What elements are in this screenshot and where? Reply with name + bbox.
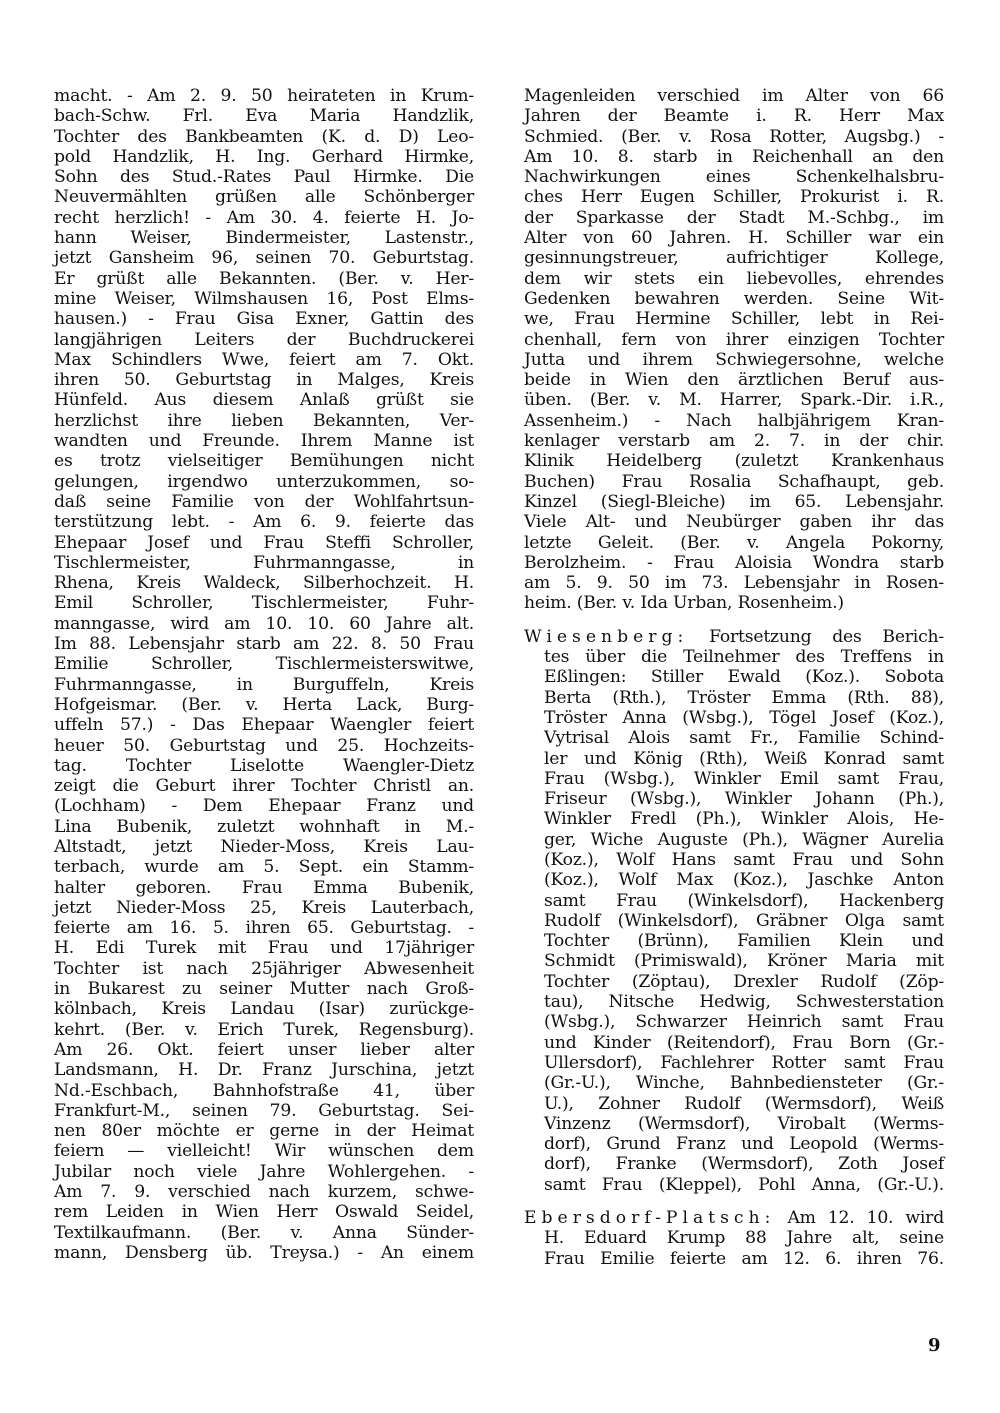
text-line: (Koz.), Wolf Hans samt Frau und Sohn [544, 849, 944, 870]
text-line: langjährigen Leiters der Buchdruckerei [54, 329, 474, 350]
text-line: Eßlingen: Stiller Ewald (Koz.). Sobota [544, 667, 944, 688]
text-line: Hofgeismar. (Ber. v. Herta Lack, Burg- [54, 694, 474, 715]
text-line: beide in Wien den ärztlichen Beruf aus- [524, 370, 944, 391]
text-line: kenlager verstarb am 2. 7. in der chir. [524, 431, 944, 452]
text-line: H. Edi Turek mit Frau und 17jähriger [54, 938, 474, 959]
text-line: (Lochham) - Dem Ehepaar Franz und [54, 796, 474, 817]
wiesenberg-paragraph [524, 627, 944, 1195]
text-line: Assenheim.) - Nach halbjährigem Kran- [524, 410, 944, 431]
text-line: manngasse, wird am 10. 10. 60 Jahre alt. [54, 613, 474, 634]
text-line: dorf), Grund Franz und Leopold (Werms- [544, 1134, 944, 1155]
ebersdorf-first-text: Am 12. 10. wird [787, 1208, 944, 1229]
text-line: Max Schindlers Wwe, feiert am 7. Okt. [54, 349, 474, 370]
text-line: Textilkaufmann. (Ber. v. Anna Sünder- [54, 1222, 474, 1243]
text-line: kehrt. (Ber. v. Erich Turek, Regensburg). [54, 1019, 474, 1040]
text-line: Nachwirkungen eines Schenkelhalsbru- [524, 167, 944, 188]
text-line: macht. - Am 2. 9. 50 heirateten in Krum- [54, 86, 474, 106]
text-line: feiern — vielleicht! Wir wünschen dem [54, 1141, 474, 1162]
text-line: Magenleiden verschied im Alter von 66 [524, 86, 944, 106]
text-line: Alter von 60 Jahren. H. Schiller war ein [524, 228, 944, 249]
text-line: halter geboren. Frau Emma Bubenik, [54, 877, 474, 898]
text-line: Jubilar noch viele Jahre Wohlergehen. - [54, 1161, 474, 1182]
text-line: Schmied. (Ber. v. Rosa Rotter, Augsbg.) - [524, 126, 944, 147]
text-line: Schmidt (Primiswald), Kröner Maria mit [544, 951, 944, 972]
text-line: Im 88. Lebensjahr starb am 22. 8. 50 Frau [54, 634, 474, 655]
wiesenberg-lines [524, 647, 944, 1195]
text-line: Frau (Wsbg.), Winkler Emil samt Frau, [544, 768, 944, 789]
text-line: tes über die Teilnehmer des Treffens in [544, 647, 944, 668]
text-line: dem wir stets ein liebevolles, ehrendes [524, 268, 944, 289]
text-line: Jutta und ihrem Schwiegersohne, welche [524, 349, 944, 370]
text-line: feierte am 16. 5. ihren 65. Geburtstag. - [54, 918, 474, 939]
text-line: rem Leiden in Wien Herr Oswald Seidel, [54, 1202, 474, 1223]
text-line: heuer 50. Geburtstag und 25. Hochzeits- [54, 735, 474, 756]
text-line: Ehepaar Josef und Frau Steffi Schroller, [54, 532, 474, 553]
text-line: wandten und Freunde. Ihrem Manne ist [54, 431, 474, 452]
text-line: Sohn des Stud.-Rates Paul Hirmke. Die [54, 167, 474, 188]
text-line: (Wsbg.), Schwarzer Heinrich samt Frau [544, 1012, 944, 1033]
text-line: in Bukarest zu seiner Mutter nach Groß- [54, 979, 474, 1000]
text-line: Hünfeld. Aus diesem Anlaß grüßt sie [54, 390, 474, 411]
wiesenberg-first-line [524, 627, 944, 647]
text-line: Nd.-Eschbach, Bahnhofstraße 41, über [54, 1080, 474, 1101]
text-line: Rudolf (Winkelsdorf), Gräbner Olga samt [544, 910, 944, 931]
text-line: Vinzenz (Wermsdorf), Virobalt (Werms- [544, 1113, 944, 1134]
text-line: Am 26. Okt. feiert unser lieber alter [54, 1039, 474, 1060]
text-line: Lina Bubenik, zuletzt wohnhaft in M.- [54, 816, 474, 837]
text-line: Kinzel (Siegl-Bleiche) im 65. Lebensjahr. [524, 491, 944, 512]
text-line: Tischlermeister, Fuhrmanngasse, in [54, 552, 474, 573]
text-line: Tochter des Bankbeamten (K. d. D) Leo- [54, 126, 474, 147]
text-line: H. Eduard Krump 88 Jahre alt, seine [544, 1228, 944, 1249]
text-line: dorf), Franke (Wermsdorf), Zoth Josef [544, 1154, 944, 1175]
text-line: Ullersdorf), Fachlehrer Rotter samt Frau [544, 1052, 944, 1073]
text-line: ler und König (Rth), Weiß Konrad samt [544, 748, 944, 769]
text-line: U.), Zohner Rudolf (Wermsdorf), Weiß [544, 1093, 944, 1114]
text-line: terstützung lebt. - Am 6. 9. feierte das [54, 512, 474, 533]
ebersdorf-heading: Ebersdorf-Platsch: [524, 1208, 776, 1229]
ebersdorf-paragraph [524, 1208, 944, 1269]
text-line: Rhena, Kreis Waldeck, Silberhochzeit. H. [54, 573, 474, 594]
text-line: nen 80er möchte er gerne in der Heimat [54, 1121, 474, 1142]
wiesenberg-heading: Wiesenberg: [524, 626, 689, 647]
text-line: ches Herr Eugen Schiller, Prokurist i. R. [524, 187, 944, 208]
text-line: Er grüßt alle Bekannten. (Ber. v. Her- [54, 268, 474, 289]
text-line: Am 10. 8. starb in Reichenhall an den [524, 146, 944, 167]
text-line: Winkler Fredl (Ph.), Winkler Alois, He- [544, 809, 944, 830]
ebersdorf-lines [524, 1228, 944, 1269]
text-line: und Kinder (Reitendorf), Frau Born (Gr.- [544, 1032, 944, 1053]
text-line: es trotz vielseitiger Bemühungen nicht [54, 451, 474, 472]
text-line: we, Frau Hermine Schiller, lebt in Rei- [524, 309, 944, 330]
ebersdorf-first-line [524, 1208, 944, 1228]
text-line: ger, Wiche Auguste (Ph.), Wägner Aurelia [544, 829, 944, 850]
text-line: tau), Nitsche Hedwig, Schwesterstation [544, 992, 944, 1013]
text-line: Buchen) Frau Rosalia Schafhaupt, geb. [524, 471, 944, 492]
text-line: pold Handzlik, H. Ing. Gerhard Hirmke, [54, 146, 474, 167]
text-line: Berolzheim. - Frau Aloisia Wondra starb [524, 552, 944, 573]
right-column [524, 86, 944, 1282]
wiesenberg-first-text: Fortsetzung des Berich- [709, 626, 945, 647]
text-line: Fuhrmanngasse, in Burguffeln, Kreis [54, 674, 474, 695]
text-line: herzlichst ihre lieben Bekannten, Ver- [54, 410, 474, 431]
text-line: letzte Geleit. (Ber. v. Angela Pokorny, [524, 532, 944, 553]
text-line: der Sparkasse der Stadt M.-Schbg., im [524, 207, 944, 228]
text-line: Berta (Rth.), Tröster Emma (Rth. 88), [544, 687, 944, 708]
text-line: samt Frau (Winkelsdorf), Hackenberg [544, 890, 944, 911]
text-line: Tochter (Zöptau), Drexler Rudolf (Zöp- [544, 971, 944, 992]
text-line: Frankfurt-M., seinen 79. Geburtstag. Sei- [54, 1100, 474, 1121]
text-line: mine Weiser, Wilmshausen 16, Post Elms- [54, 288, 474, 309]
text-line: (Gr.-U.), Winche, Bahnbediensteter (Gr.- [544, 1073, 944, 1094]
text-line: Vytrisal Alois samt Fr., Familie Schind- [544, 728, 944, 749]
text-line: gesinnungstreuer, aufrichtiger Kollege, [524, 248, 944, 269]
text-line: tag. Tochter Liselotte Waengler-Dietz [54, 755, 474, 776]
text-line: recht herzlich! - Am 30. 4. feierte H. Jo- [54, 207, 474, 228]
text-line: hann Weiser, Bindermeister, Lastenstr., [54, 228, 474, 249]
text-line: (Koz.), Wolf Max (Koz.), Jaschke Anton [544, 870, 944, 891]
page-number: 9 [928, 1335, 941, 1356]
text-line: Tochter (Brünn), Familien Klein und [544, 931, 944, 952]
text-line: Friseur (Wsbg.), Winkler Johann (Ph.), [544, 789, 944, 810]
text-line: am 5. 9. 50 im 73. Lebensjahr in Rosen- [524, 573, 944, 594]
text-line: Tochter ist nach 25jähriger Abwesenheit [54, 958, 474, 979]
text-line: Emil Schroller, Tischlermeister, Fuhr- [54, 593, 474, 614]
text-line: Am 7. 9. verschied nach kurzem, schwe- [54, 1182, 474, 1203]
text-line: Klinik Heidelberg (zuletzt Krankenhaus [524, 451, 944, 472]
text-line: jetzt Nieder-Moss 25, Kreis Lauterbach, [54, 897, 474, 918]
text-line: hausen.) - Frau Gisa Exner, Gattin des [54, 309, 474, 330]
text-line: bach-Schw. Frl. Eva Maria Handzlik, [54, 106, 474, 127]
obituary-continuation-paragraph [524, 86, 944, 614]
text-line: Gedenken bewahren werden. Seine Wit- [524, 288, 944, 309]
text-line: Emilie Schroller, Tischlermeisterswitwe, [54, 654, 474, 675]
text-line: Frau Emilie feierte am 12. 6. ihren 76. [544, 1248, 944, 1269]
text-line: mann, Densberg üb. Treysa.) - An einem [54, 1242, 474, 1263]
text-line: chenhall, fern von ihrer einzigen Tochter [524, 329, 944, 350]
text-line: jetzt Gansheim 96, seinen 70. Geburtstag. [54, 248, 474, 269]
text-line: Altstadt, jetzt Nieder-Moss, Kreis Lau- [54, 836, 474, 857]
text-line: Viele Alt- und Neubürger gaben ihr das [524, 512, 944, 533]
text-line: zeigt die Geburt ihrer Tochter Christl an. [54, 776, 474, 797]
left-column [54, 86, 474, 1276]
text-line: terbach, wurde am 5. Sept. ein Stamm- [54, 857, 474, 878]
text-line: kölnbach, Kreis Landau (Isar) zurückge- [54, 999, 474, 1020]
text-line: ihren 50. Geburtstag in Malges, Kreis [54, 370, 474, 391]
text-line: uffeln 57.) - Das Ehepaar Waengler feiert [54, 715, 474, 736]
text-line: heim. (Ber. v. Ida Urban, Rosenheim.) [524, 593, 844, 614]
text-line: Neuvermählten grüßen alle Schönberger [54, 187, 474, 208]
text-line: gelungen, irgendwo unterzukommen, so- [54, 471, 474, 492]
text-line: Jahren der Beamte i. R. Herr Max [524, 106, 944, 127]
text-line: Tröster Anna (Wsbg.), Tögel Josef (Koz.), [544, 707, 944, 728]
text-line: samt Frau (Kleppel), Pohl Anna, (Gr.-U.). [544, 1174, 944, 1195]
text-line: üben. (Ber. v. M. Harrer, Spark.-Dir. i.R., [524, 390, 944, 411]
left-paragraph [54, 86, 474, 1263]
text-line: daß seine Familie von der Wohlfahrtsun- [54, 491, 474, 512]
text-line: Landsmann, H. Dr. Franz Jurschina, jetzt [54, 1060, 474, 1081]
